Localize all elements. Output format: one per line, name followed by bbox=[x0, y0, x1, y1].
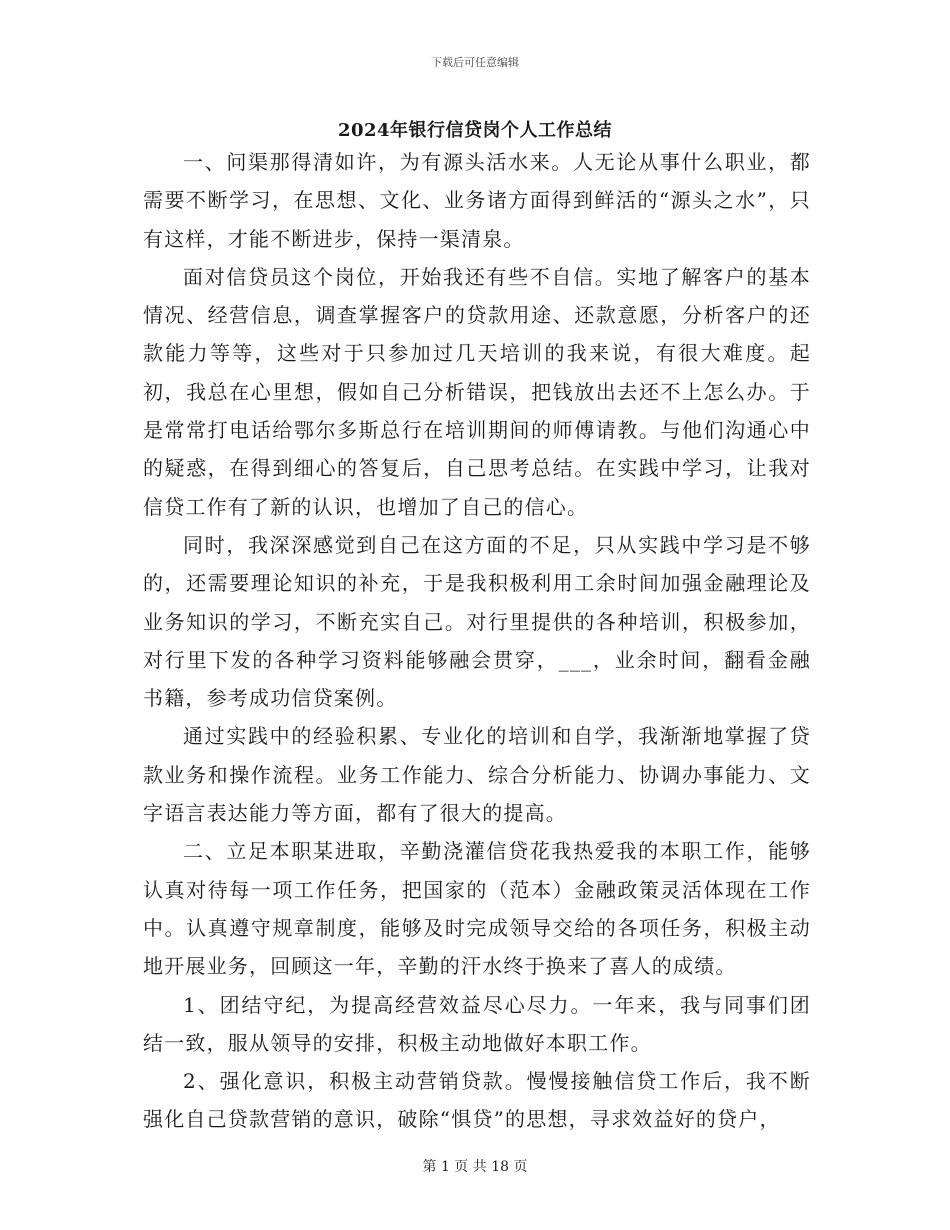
paragraph-7: 2、强化意识，积极主动营销贷款。慢慢接触信贷工作后，我不断强化自己贷款营销的意识，破除“惧贷”的思想，寻求效益好的贷户， bbox=[143, 1069, 811, 1132]
paragraph-5: 二、立足本职某进取，辛勤浇灌信贷花我热爱我的本职工作，能够认真对待每一项工作任务，把国家的（范本）金融政策灵活体现在工作中。认真遵守规章制度，能够及时完成领导交给的各项任务，积极主动地开展业务，回顾这一年，辛勤的汗水终于换来了喜人的成绩。 bbox=[143, 839, 811, 979]
paragraph-1: 一、问渠那得清如许，为有源头活水来。人无论从事什么职业，都需要不断学习，在思想、文化、业务诸方面得到鲜活的“源头之水”，只有这样，才能不断进步，保持一渠清泉。 bbox=[143, 150, 811, 251]
page-number-footer: 第 1 页 共 18 页 bbox=[422, 1159, 528, 1175]
page-header-note: 下载后可任意编辑 bbox=[431, 56, 519, 69]
paragraph-2: 面对信贷员这个岗位，开始我还有些不自信。实地了解客户的基本情况、经营信息，调查掌握客户的贷款用途、还款意愿，分析客户的还款能力等等，这些对于只参加过几天培训的我来说，有很大难度。起初，我总在心里想，假如自己分析错误，把钱放出去还不上怎么办。于是常常打电话给鄂尔多斯总行在培训期间的师傅请教。与他们沟通心中的疑惑，在得到细心的答复后，自己思考总结。在实践中学习，让我对信贷工作有了新的认识，也增加了自己的信心。 bbox=[143, 264, 811, 519]
document-title: 2024年银行信贷岗个人工作总结 bbox=[337, 120, 613, 141]
paragraph-4: 通过实践中的经验积累、专业化的培训和自学，我渐渐地掌握了贷款业务和操作流程。业务工作能力、综合分析能力、协调办事能力、文字语言表达能力等方面，都有了很大的提高。 bbox=[143, 724, 811, 826]
paragraph-3: 同时，我深深感觉到自己在这方面的不足，只从实践中学习是不够的，还需要理论知识的补充，于是我积极利用工余时间加强金融理论及业务知识的学习，不断充实自己。对行里提供的各种培训，积极参加，对行里下发的各种学习资料能够融会贯穿，___，业余时间，翻看金融书籍，参考成功信贷案例。 bbox=[143, 532, 811, 711]
document-body bbox=[143, 143, 811, 1139]
paragraph-6: 1、团结守纪，为提高经营效益尽心尽力。一年来，我与同事们团结一致，服从领导的安排，积极主动地做好本职工作。 bbox=[143, 992, 811, 1055]
